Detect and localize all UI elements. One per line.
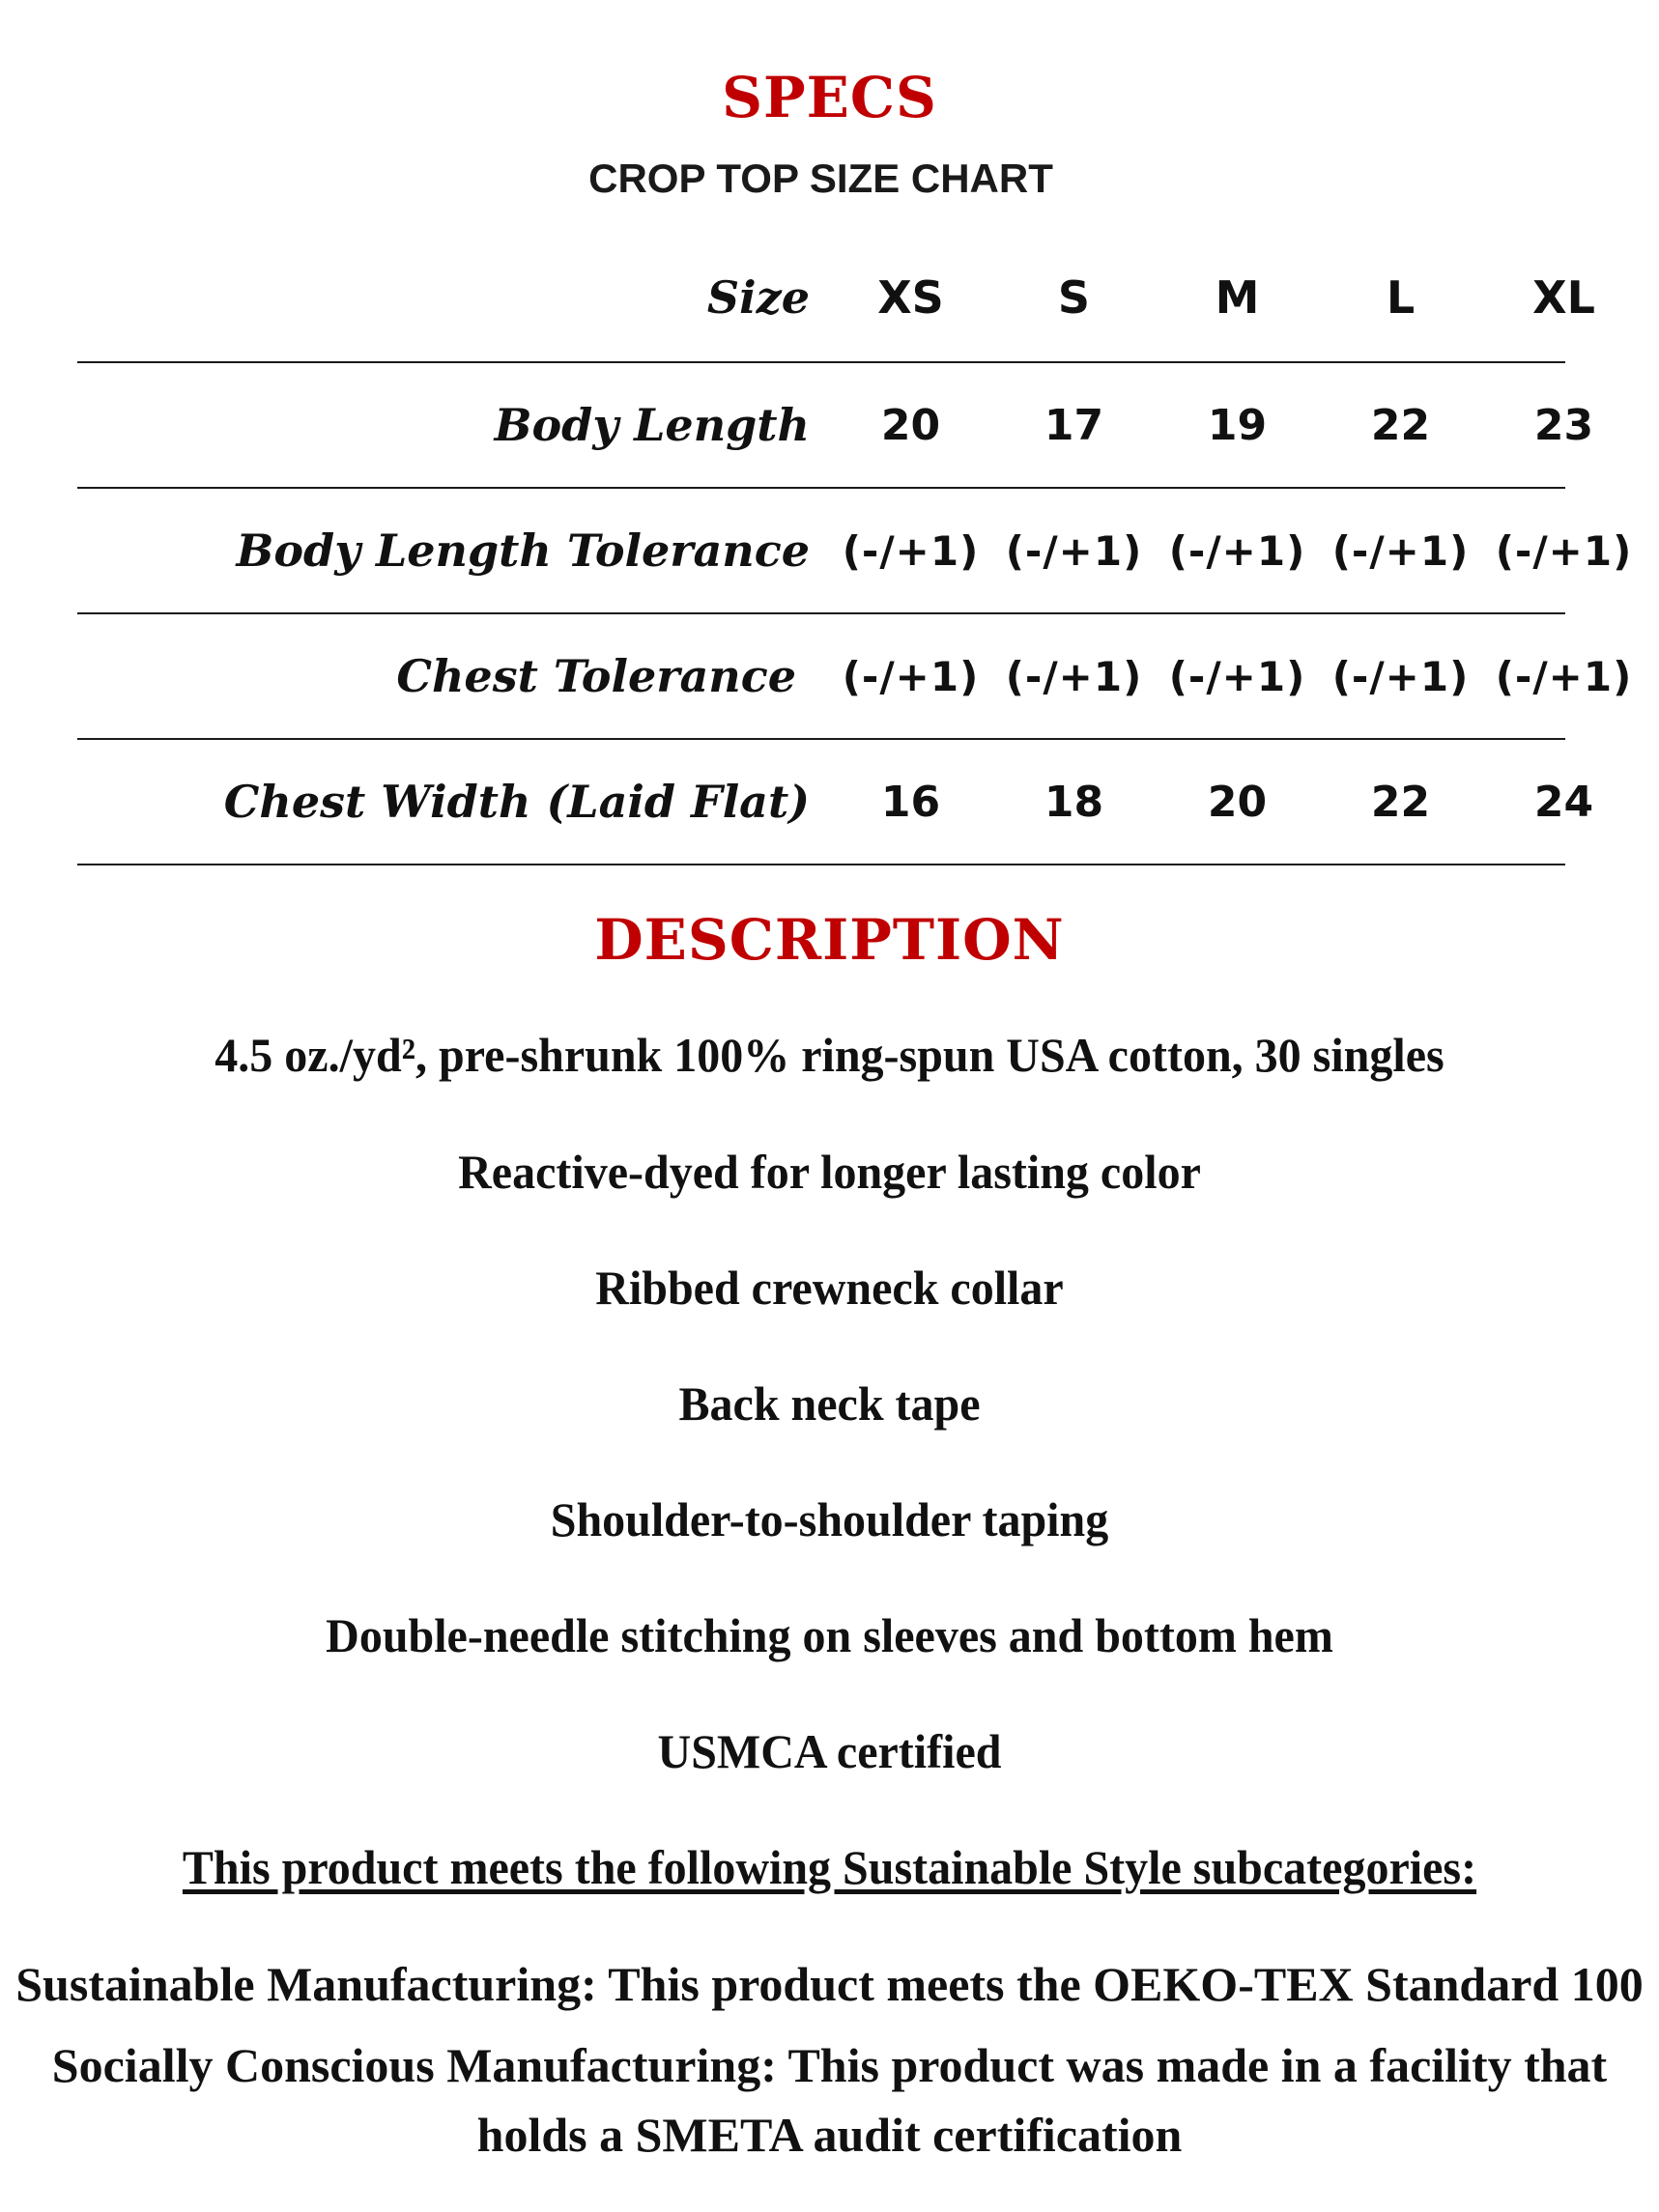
size-header-row — [77, 240, 1595, 363]
size-chart-subtitle: CROP TOP SIZE CHART — [588, 156, 1053, 201]
size-chart-table — [77, 240, 1633, 865]
feature-neck-tape: Back neck tape — [678, 1376, 981, 1431]
table-cell: 17 — [1044, 400, 1104, 450]
table-cell: (-/+1) — [1495, 526, 1633, 575]
row-cells — [829, 614, 1650, 738]
table-cell: (-/+1) — [1331, 652, 1470, 700]
table-cell: 16 — [880, 777, 941, 827]
socially-conscious-manufacturing: Socially Conscious Manufacturing: This product was made in a facility that — [51, 2038, 1608, 2092]
table-cell: 23 — [1533, 400, 1594, 450]
table-cell: 20 — [1207, 777, 1268, 827]
table-cell: 18 — [1044, 777, 1104, 827]
smeta-audit: holds a SMETA audit certification — [476, 2108, 1183, 2162]
chest-tolerance-row — [77, 614, 1633, 740]
row-label: Chest Width (Laid Flat) — [223, 776, 810, 828]
table-cell: 22 — [1370, 777, 1431, 827]
feature-taping: Shoulder-to-shoulder taping — [550, 1492, 1109, 1546]
feature-usmca: USMCA certified — [657, 1724, 1002, 1778]
size-l-header: L — [1386, 271, 1416, 324]
size-xs-header: XS — [877, 271, 944, 324]
table-cell: 24 — [1533, 777, 1594, 827]
table-cell: (-/+1) — [1005, 652, 1143, 700]
body-length-tolerance-row — [77, 489, 1633, 614]
size-m-header: M — [1215, 271, 1260, 324]
chest-width-row — [77, 740, 1594, 865]
table-cell: 19 — [1207, 400, 1268, 450]
row-cells — [829, 363, 1650, 487]
size-s-header: S — [1057, 271, 1091, 324]
body-length-row — [77, 363, 1594, 489]
table-cell: (-/+1) — [1005, 526, 1143, 575]
table-cell: (-/+1) — [1495, 652, 1633, 700]
table-cell: (-/+1) — [1168, 652, 1306, 700]
table-cell: 22 — [1370, 400, 1431, 450]
table-cell: (-/+1) — [1168, 526, 1306, 575]
row-cells — [829, 489, 1650, 612]
size-header-cells — [829, 240, 1650, 355]
size-header-label: Size — [706, 271, 810, 324]
table-cell: (-/+1) — [842, 652, 980, 700]
specs-title: SPECS — [722, 65, 937, 130]
table-cell: (-/+1) — [1331, 526, 1470, 575]
sustainable-style-heading: This product meets the following Sustainable Style subcategories: — [182, 1840, 1477, 1894]
description-title: DESCRIPTION — [594, 907, 1065, 973]
row-label: Body Length — [494, 399, 810, 451]
feature-fabric: 4.5 oz./yd², pre-shrunk 100% ring-spun USA cotton, 30 singles — [215, 1028, 1444, 1082]
feature-reactive-dyed: Reactive-dyed for longer lasting color — [458, 1145, 1201, 1199]
table-cell: (-/+1) — [842, 526, 980, 575]
row-cells — [829, 740, 1650, 864]
feature-stitching: Double-needle stitching on sleeves and bottom hem — [326, 1608, 1333, 1662]
feature-collar: Ribbed crewneck collar — [595, 1261, 1064, 1315]
table-cell: 20 — [880, 400, 941, 450]
sustainable-manufacturing: Sustainable Manufacturing: This product meets the OEKO-TEX Standard 100 — [15, 1957, 1644, 2011]
row-label: Chest Tolerance — [396, 650, 796, 702]
row-label: Body Length Tolerance — [236, 525, 810, 577]
size-xl-header: XL — [1532, 271, 1595, 324]
